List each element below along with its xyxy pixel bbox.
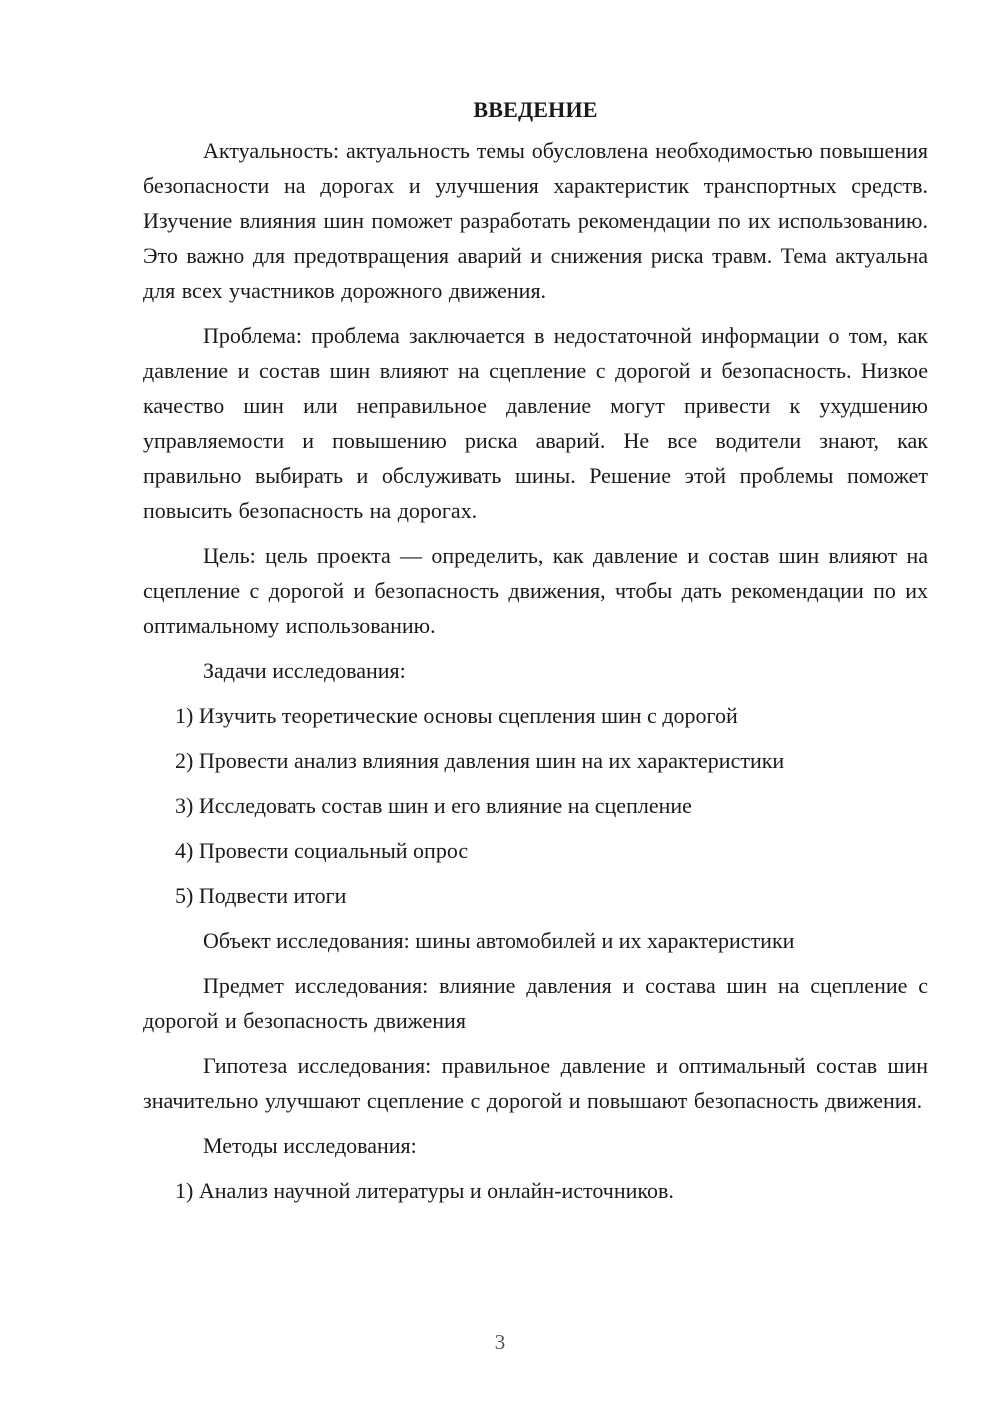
- list-item: 1) Анализ научной литературы и онлайн-источников.: [175, 1178, 674, 1203]
- list-item: 4) Провести социальный опрос: [175, 838, 469, 863]
- tasks-list: [143, 698, 928, 913]
- page-number: 3: [494, 1330, 506, 1354]
- tasks-heading: Задачи исследования:: [203, 658, 406, 683]
- list-item: 3) Исследовать состав шин и его влияние на сцепление: [175, 793, 692, 818]
- hypothesis-paragraph: Гипотеза исследования: правильное давление и оптимальный состав шин значительно улучшают сцепление с дорогой и повышают безопасность движения.: [143, 1053, 928, 1113]
- problem-paragraph: Проблема: проблема заключается в недостаточной информации о том, как давление и состав шин влияют на сцепление с дорогой и безопасность. Низкое качество шин или неправильное давление могут привести к ухудшению управляемости и повышению риска аварий. Не все водители знают, как правильно выбирать и обслуживать шины. Решение этой проблемы поможет повысить безопасность на дорогах.: [143, 323, 928, 523]
- relevance-paragraph: Актуальность: актуальность темы обусловлена необходимостью повышения безопасности на дорогах и улучшения характеристик транспортных средств. Изучение влияния шин поможет разработать рекомендации по их использованию. Это важно для предотвращения аварий и снижения риска травм. Тема актуальна для всех участников дорожного движения.: [143, 138, 928, 303]
- subject-paragraph: Предмет исследования: влияние давления и состава шин на сцепление с дорогой и безопасность движения: [143, 973, 928, 1033]
- methods-list: [143, 1173, 928, 1208]
- document-page: [143, 92, 928, 1218]
- section-title: ВВЕДЕНИЕ: [473, 97, 598, 122]
- list-item: 1) Изучить теоретические основы сцепления шин с дорогой: [175, 703, 738, 728]
- object-paragraph: Объект исследования: шины автомобилей и их характеристики: [203, 928, 795, 953]
- goal-paragraph: Цель: цель проекта — определить, как давление и состав шин влияют на сцепление с дорогой и безопасность движения, чтобы дать рекомендации по их оптимальному использованию.: [143, 543, 928, 638]
- methods-heading: Методы исследования:: [203, 1133, 417, 1158]
- list-item: 5) Подвести итоги: [175, 883, 347, 908]
- list-item: 2) Провести анализ влияния давления шин на их характеристики: [175, 748, 785, 773]
